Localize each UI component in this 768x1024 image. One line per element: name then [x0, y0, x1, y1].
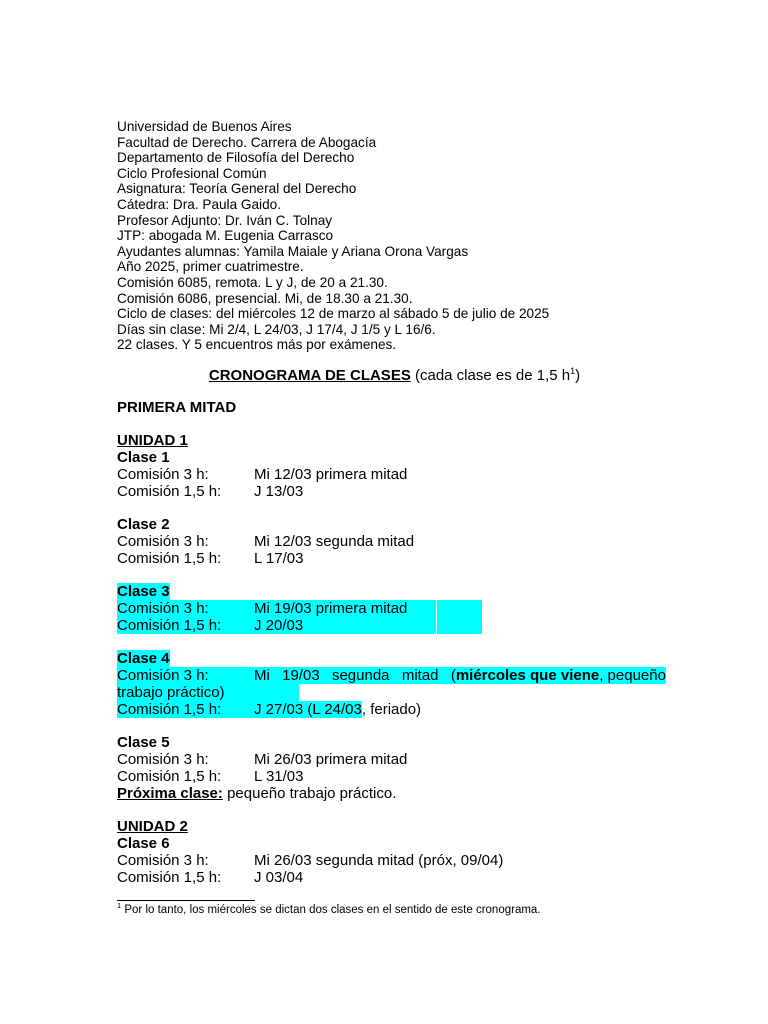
header-line: Comisión 6086, presencial. Mi, de 18.30 a 21.30.	[117, 290, 413, 306]
footnote-marker: 1	[117, 901, 122, 911]
schedule-value: J 20/03	[254, 617, 437, 634]
continuation-text: trabajo práctico)	[117, 684, 299, 701]
header-line: 22 clases. Y 5 encuentros más por exámenes.	[117, 337, 397, 353]
schedule-row	[117, 768, 666, 785]
schedule-row	[117, 852, 666, 869]
commission-label: Comisión 3 h:	[117, 851, 209, 869]
class-title-6: Clase 6	[117, 834, 170, 852]
class-title-5: Clase 5	[117, 733, 170, 751]
document-page	[117, 119, 666, 917]
schedule-value: Mi 12/03 segunda mitad	[254, 532, 415, 550]
schedule-value: J 03/04	[254, 868, 304, 886]
footnote-separator	[117, 900, 255, 901]
footnote	[117, 903, 666, 917]
commission-label: Comisión 3 h:	[117, 666, 209, 684]
next-class-label: Próxima clase:	[117, 784, 223, 802]
title-close: )	[575, 366, 581, 384]
schedule-value: Mi 26/03 primera mitad	[254, 750, 408, 768]
header-line: Año 2025, primer cuatrimestre.	[117, 259, 304, 275]
section-heading-primera-mitad: PRIMERA MITAD	[117, 398, 237, 416]
schedule-row	[117, 701, 666, 718]
commission-label: Comisión 1,5 h:	[117, 868, 222, 886]
commission-label: Comisión 3 h:	[117, 750, 209, 768]
header-line: Ciclo de clases: del miércoles 12 de marzo al sábado 5 de julio de 2025	[117, 306, 550, 322]
class-title-2: Clase 2	[117, 515, 170, 533]
page-title	[117, 367, 666, 385]
commission-label: Comisión 1,5 h:	[117, 549, 222, 567]
header-line: Departamento de Filosofía del Derecho	[117, 150, 355, 166]
emphasis-text: miércoles que viene	[455, 666, 600, 684]
schedule-value: L 31/03	[254, 767, 304, 785]
header-line: Facultad de Derecho. Carrera de Abogacía	[117, 134, 377, 150]
footnote-ref: 1	[570, 365, 576, 376]
schedule-row	[117, 483, 666, 500]
commission-label: Comisión 1,5 h:	[117, 701, 254, 718]
commission-label: Comisión 1,5 h:	[117, 482, 222, 500]
schedule-value: Mi 12/03 primera mitad	[254, 465, 408, 483]
schedule-row	[117, 466, 666, 483]
schedule-row-highlighted	[117, 617, 482, 634]
header-line: Ayudantes alumnas: Yamila Maiale y Ariana Orona Vargas	[117, 243, 469, 259]
next-class-text: pequeño trabajo práctico.	[222, 784, 397, 802]
word: Mi	[254, 666, 270, 684]
word: mitad	[401, 666, 439, 684]
unit-heading-2: UNIDAD 2	[117, 817, 188, 835]
header-line: Cátedra: Dra. Paula Gaido.	[117, 196, 281, 212]
header-line: Profesor Adjunto: Dr. Iván C. Tolnay	[117, 212, 333, 228]
next-class-note	[117, 785, 666, 802]
schedule-value: Mi 26/03 segunda mitad (próx, 09/04)	[254, 851, 504, 869]
title-rest: (cada clase es de 1,5 h	[410, 366, 571, 384]
commission-label: Comisión 1,5 h:	[117, 616, 222, 634]
commission-label: Comisión 1,5 h:	[117, 767, 222, 785]
schedule-value-justified	[254, 667, 666, 684]
header-block	[117, 119, 666, 353]
unit-heading-1: UNIDAD 1	[117, 431, 188, 449]
class-title-1: Clase 1	[117, 448, 170, 466]
word: 19/03	[282, 666, 320, 684]
schedule-row	[117, 533, 666, 550]
schedule-row-highlighted	[117, 600, 482, 617]
schedule-row	[117, 869, 666, 886]
schedule-value: Mi 19/03 primera mitad	[254, 600, 437, 617]
header-line: Ciclo Profesional Común	[117, 165, 267, 181]
commission-label: Comisión 3 h:	[117, 599, 209, 617]
footnote-text: Por lo tanto, los miércoles se dictan dos clases en el sentido de este cronograma.	[121, 903, 541, 916]
schedule-row-highlighted	[117, 667, 666, 684]
commission-label: Comisión 3 h:	[117, 532, 209, 550]
word: segunda	[331, 666, 390, 684]
header-line: Asignatura: Teoría General del Derecho	[117, 181, 357, 197]
class-title-3: Clase 3	[117, 582, 170, 600]
schedule-value-rest: , feriado)	[361, 700, 422, 718]
header-line: Días sin clase: Mi 2/4, L 24/03, J 17/4, J 1/5 y L 16/6.	[117, 321, 436, 337]
header-line: JTP: abogada M. Eugenia Carrasco	[117, 228, 334, 244]
class-title-4: Clase 4	[117, 649, 170, 667]
schedule-row	[117, 751, 666, 768]
title-main: CRONOGRAMA DE CLASES	[208, 366, 411, 384]
commission-label: Comisión 3 h:	[117, 465, 209, 483]
header-line: Universidad de Buenos Aires	[117, 119, 292, 134]
header-line: Comisión 6085, remota. L y J, de 20 a 21.30.	[117, 274, 388, 290]
schedule-value: L 17/03	[254, 549, 304, 567]
schedule-value-highlighted: J 27/03 (L 24/03	[254, 700, 362, 718]
word: (miércoles que viene, pequeño	[450, 666, 666, 684]
schedule-value: J 13/03	[254, 482, 304, 500]
schedule-row	[117, 550, 666, 567]
